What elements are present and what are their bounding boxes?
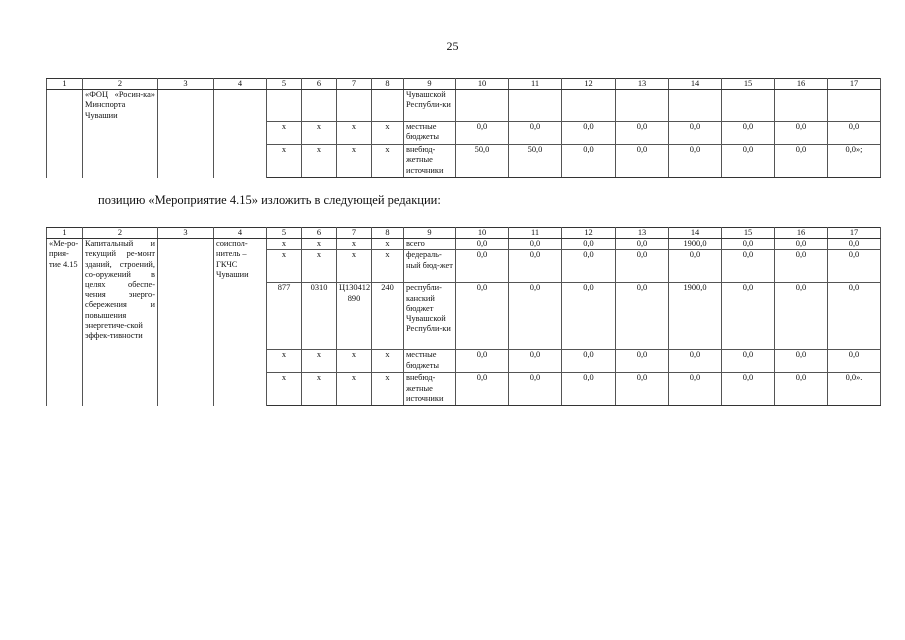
organization-cell: «ФОЦ «Росин-ка» Минспорта Чувашии — [83, 90, 158, 178]
cell-col3 — [158, 90, 214, 178]
value-cell — [456, 90, 509, 122]
header-cell: 14 — [669, 228, 722, 239]
value-cell — [722, 90, 775, 122]
header-cell: 11 — [509, 79, 562, 90]
value-cell: 0,0». — [828, 373, 881, 406]
header-cell: 3 — [158, 228, 214, 239]
header-cell: 3 — [158, 79, 214, 90]
header-cell: 15 — [722, 79, 775, 90]
header-cell: 17 — [828, 228, 881, 239]
cell-c8: x — [372, 122, 404, 145]
cell-c5: x — [267, 239, 302, 250]
header-cell: 13 — [616, 79, 669, 90]
cell-c7 — [337, 90, 372, 122]
cell-c8: x — [372, 350, 404, 373]
cell-c8: x — [372, 145, 404, 178]
header-cell: 7 — [337, 228, 372, 239]
page-number: 25 — [446, 39, 459, 53]
header-cell: 9 — [404, 79, 456, 90]
value-cell: 0,0 — [616, 250, 669, 283]
value-cell: 0,0 — [562, 122, 616, 145]
value-cell: 0,0 — [616, 122, 669, 145]
cell-c5: x — [267, 122, 302, 145]
value-cell: 0,0 — [775, 145, 828, 178]
value-cell: 0,0 — [562, 145, 616, 178]
funding-source-cell: местные бюджеты — [404, 122, 456, 145]
header-cell: 10 — [456, 228, 509, 239]
funding-source-cell: всего — [404, 239, 456, 250]
co-executor-cell: соиспол-нитель – ГКЧС Чувашии — [214, 239, 267, 406]
value-cell: 0,0 — [775, 350, 828, 373]
funding-source-cell: федераль-ный бюд-жет — [404, 250, 456, 283]
cell-c7: x — [337, 250, 372, 283]
cell-col1 — [47, 90, 83, 178]
cell-c6 — [302, 90, 337, 122]
value-cell: 0,0 — [456, 122, 509, 145]
cell-c6: 0310 — [302, 283, 337, 350]
value-cell: 0,0 — [828, 250, 881, 283]
header-cell: 9 — [404, 228, 456, 239]
funding-source-cell: внебюд-жетные источники — [404, 145, 456, 178]
value-cell — [562, 90, 616, 122]
value-cell: 0,0 — [722, 239, 775, 250]
value-cell: 0,0 — [616, 239, 669, 250]
value-cell: 0,0 — [722, 373, 775, 406]
value-cell: 0,0 — [562, 350, 616, 373]
cell-col4 — [214, 90, 267, 178]
value-cell: 0,0 — [722, 250, 775, 283]
value-cell: 0,0 — [669, 350, 722, 373]
table-header-row — [47, 228, 881, 239]
header-cell: 6 — [302, 79, 337, 90]
cell-c5: x — [267, 350, 302, 373]
header-cell: 13 — [616, 228, 669, 239]
measure-4-15-table — [46, 227, 881, 406]
value-cell: 0,0 — [562, 283, 616, 350]
value-cell: 0,0 — [456, 373, 509, 406]
value-cell: 0,0 — [509, 250, 562, 283]
value-cell: 0,0 — [669, 250, 722, 283]
value-cell: 0,0 — [562, 373, 616, 406]
header-cell: 17 — [828, 79, 881, 90]
header-cell: 16 — [775, 228, 828, 239]
header-cell: 7 — [337, 79, 372, 90]
value-cell: 50,0 — [456, 145, 509, 178]
header-cell: 4 — [214, 228, 267, 239]
value-cell: 0,0 — [509, 373, 562, 406]
value-cell: 0,0 — [775, 250, 828, 283]
cell-c5: x — [267, 250, 302, 283]
header-cell: 12 — [562, 228, 616, 239]
table-row — [47, 90, 881, 122]
value-cell: 0,0 — [616, 145, 669, 178]
value-cell: 1900,0 — [669, 283, 722, 350]
value-cell: 0,0 — [669, 373, 722, 406]
cell-c8: x — [372, 239, 404, 250]
value-cell: 0,0 — [509, 239, 562, 250]
header-cell: 16 — [775, 79, 828, 90]
value-cell: 0,0 — [616, 350, 669, 373]
header-cell: 2 — [83, 79, 158, 90]
amendment-caption: позицию «Мероприятие 4.15» изложить в следующей редакции: — [98, 193, 441, 207]
cell-c5 — [267, 90, 302, 122]
header-cell: 15 — [722, 228, 775, 239]
value-cell: 0,0 — [562, 239, 616, 250]
measure-description-cell: Капитальный и текущий ре-монт зданий, строений, со-оружений в целях обеспе-чения энерго-сбережения и повышения энергетиче-ской эффек-тивности — [83, 239, 158, 406]
header-cell: 8 — [372, 228, 404, 239]
header-cell: 10 — [456, 79, 509, 90]
cell-c8: x — [372, 250, 404, 283]
cell-c8: 240 — [372, 283, 404, 350]
header-cell: 2 — [83, 228, 158, 239]
value-cell: 0,0 — [509, 283, 562, 350]
value-cell: 50,0 — [509, 145, 562, 178]
cell-c6: x — [302, 350, 337, 373]
value-cell: 1900,0 — [669, 239, 722, 250]
value-cell: 0,0 — [775, 239, 828, 250]
value-cell: 0,0 — [456, 239, 509, 250]
cell-c5: 877 — [267, 283, 302, 350]
cell-c6: x — [302, 250, 337, 283]
value-cell: 0,0 — [775, 283, 828, 350]
funding-source-cell: местные бюджеты — [404, 350, 456, 373]
value-cell — [509, 90, 562, 122]
value-cell: 0,0 — [616, 373, 669, 406]
header-cell: 5 — [267, 228, 302, 239]
value-cell — [616, 90, 669, 122]
cell-col3 — [158, 239, 214, 406]
value-cell — [669, 90, 722, 122]
value-cell: 0,0 — [828, 350, 881, 373]
value-cell: 0,0 — [456, 350, 509, 373]
value-cell: 0,0 — [562, 250, 616, 283]
value-cell: 0,0 — [775, 122, 828, 145]
header-cell: 6 — [302, 228, 337, 239]
header-cell: 8 — [372, 79, 404, 90]
budget-classification-cell: Ц130412 890 — [337, 283, 372, 350]
value-cell: 0,0 — [669, 145, 722, 178]
cell-c7: x — [337, 145, 372, 178]
value-cell: 0,0 — [722, 283, 775, 350]
value-cell: 0,0 — [509, 350, 562, 373]
value-cell: 0,0 — [456, 283, 509, 350]
value-cell: 0,0 — [669, 122, 722, 145]
cell-c7: x — [337, 373, 372, 406]
cell-c5: x — [267, 373, 302, 406]
cell-c8 — [372, 90, 404, 122]
cell-c6: x — [302, 122, 337, 145]
value-cell: 0,0 — [722, 122, 775, 145]
cell-c6: x — [302, 145, 337, 178]
value-cell: 0,0 — [722, 145, 775, 178]
value-cell: 0,0 — [456, 250, 509, 283]
value-cell — [775, 90, 828, 122]
cell-c7: x — [337, 350, 372, 373]
value-cell: 0,0 — [828, 239, 881, 250]
funding-source-cell: внебюд-жетные источники — [404, 373, 456, 406]
header-cell: 11 — [509, 228, 562, 239]
header-cell: 1 — [47, 79, 83, 90]
cell-c7: x — [337, 122, 372, 145]
cell-c5: x — [267, 145, 302, 178]
header-cell: 5 — [267, 79, 302, 90]
cell-c6: x — [302, 373, 337, 406]
cell-c7: x — [337, 239, 372, 250]
header-cell: 12 — [562, 79, 616, 90]
value-cell: 0,0 — [722, 350, 775, 373]
value-cell: 0,0»; — [828, 145, 881, 178]
table-header-row — [47, 79, 881, 90]
header-cell: 1 — [47, 228, 83, 239]
value-cell: 0,0 — [509, 122, 562, 145]
table-row — [47, 239, 881, 250]
value-cell: 0,0 — [828, 122, 881, 145]
header-cell: 4 — [214, 79, 267, 90]
funding-source-cell: Чувашской Республи-ки — [404, 90, 456, 122]
cell-c8: x — [372, 373, 404, 406]
header-cell: 14 — [669, 79, 722, 90]
funding-source-cell: республи-канский бюджет Чувашской Республи-ки — [404, 283, 456, 350]
value-cell — [828, 90, 881, 122]
measure-number-cell: «Ме-ро-прия-тие 4.15 — [47, 239, 83, 406]
value-cell: 0,0 — [775, 373, 828, 406]
cell-c6: x — [302, 239, 337, 250]
value-cell: 0,0 — [828, 283, 881, 350]
program-table-continuation — [46, 78, 881, 178]
value-cell: 0,0 — [616, 283, 669, 350]
